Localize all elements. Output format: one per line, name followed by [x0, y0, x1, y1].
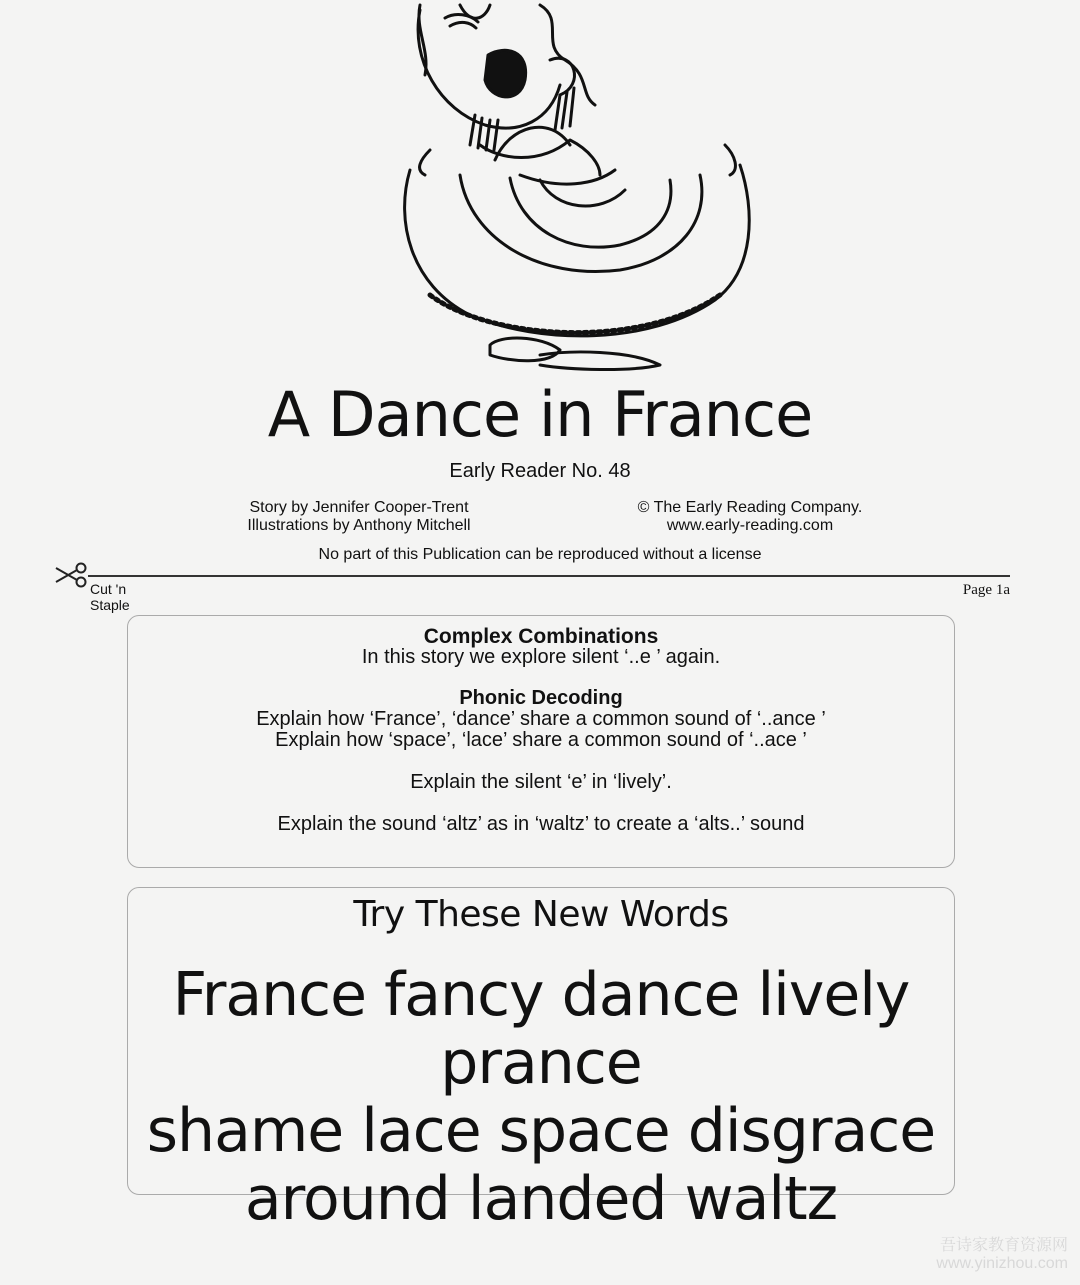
credits-publisher	[610, 499, 890, 535]
word-line: around landed waltz	[244, 1164, 838, 1234]
phonic-line: Explain the silent ‘e’ in ‘lively’.	[410, 771, 672, 793]
new-words-heading: Try These New Words	[353, 894, 729, 935]
new-words-list	[128, 961, 954, 1233]
cut-staple-label: Cut 'n Staple	[90, 581, 130, 613]
story-credit: Story by Jennifer Cooper-Trent	[249, 499, 469, 516]
complex-combinations-box	[127, 615, 955, 868]
dancer-illustration	[390, 0, 770, 375]
combinations-heading: Complex Combinations	[423, 625, 659, 648]
combinations-intro: In this story we explore silent ‘..e ’ again.	[361, 646, 721, 668]
new-words-box	[127, 887, 955, 1234]
book-subtitle: Early Reader No. 48	[449, 460, 631, 482]
phonic-line: Explain how ‘France’, ‘dance’ share a common sound of ‘..ance ’	[256, 708, 826, 730]
phonic-line: Explain the sound ‘altz’ as in ‘waltz’ to create a ‘alts..’ sound	[277, 813, 805, 835]
cut-line	[88, 575, 1010, 577]
watermark: 吾诗家教育资源网 www.yinizhou.com	[936, 1237, 1068, 1272]
phonic-line: Explain how ‘space’, ‘lace’ share a common sound of ‘..ace ’	[275, 729, 807, 751]
phonic-heading: Phonic Decoding	[459, 687, 623, 709]
scissors-icon	[54, 562, 88, 588]
word-line: shame lace space disgrace	[146, 1096, 936, 1166]
website-text: www.early-reading.com	[666, 517, 834, 534]
credits-authors	[234, 499, 484, 535]
illustration-credit: Illustrations by Anthony Mitchell	[247, 517, 471, 534]
word-line: France fancy dance lively prance	[172, 960, 910, 1098]
book-title: A Dance in France	[267, 378, 813, 451]
copyright-text: © The Early Reading Company.	[637, 499, 863, 516]
license-notice: No part of this Publication can be reproduced without a license	[318, 546, 762, 563]
page-number: Page 1a	[962, 582, 1010, 598]
